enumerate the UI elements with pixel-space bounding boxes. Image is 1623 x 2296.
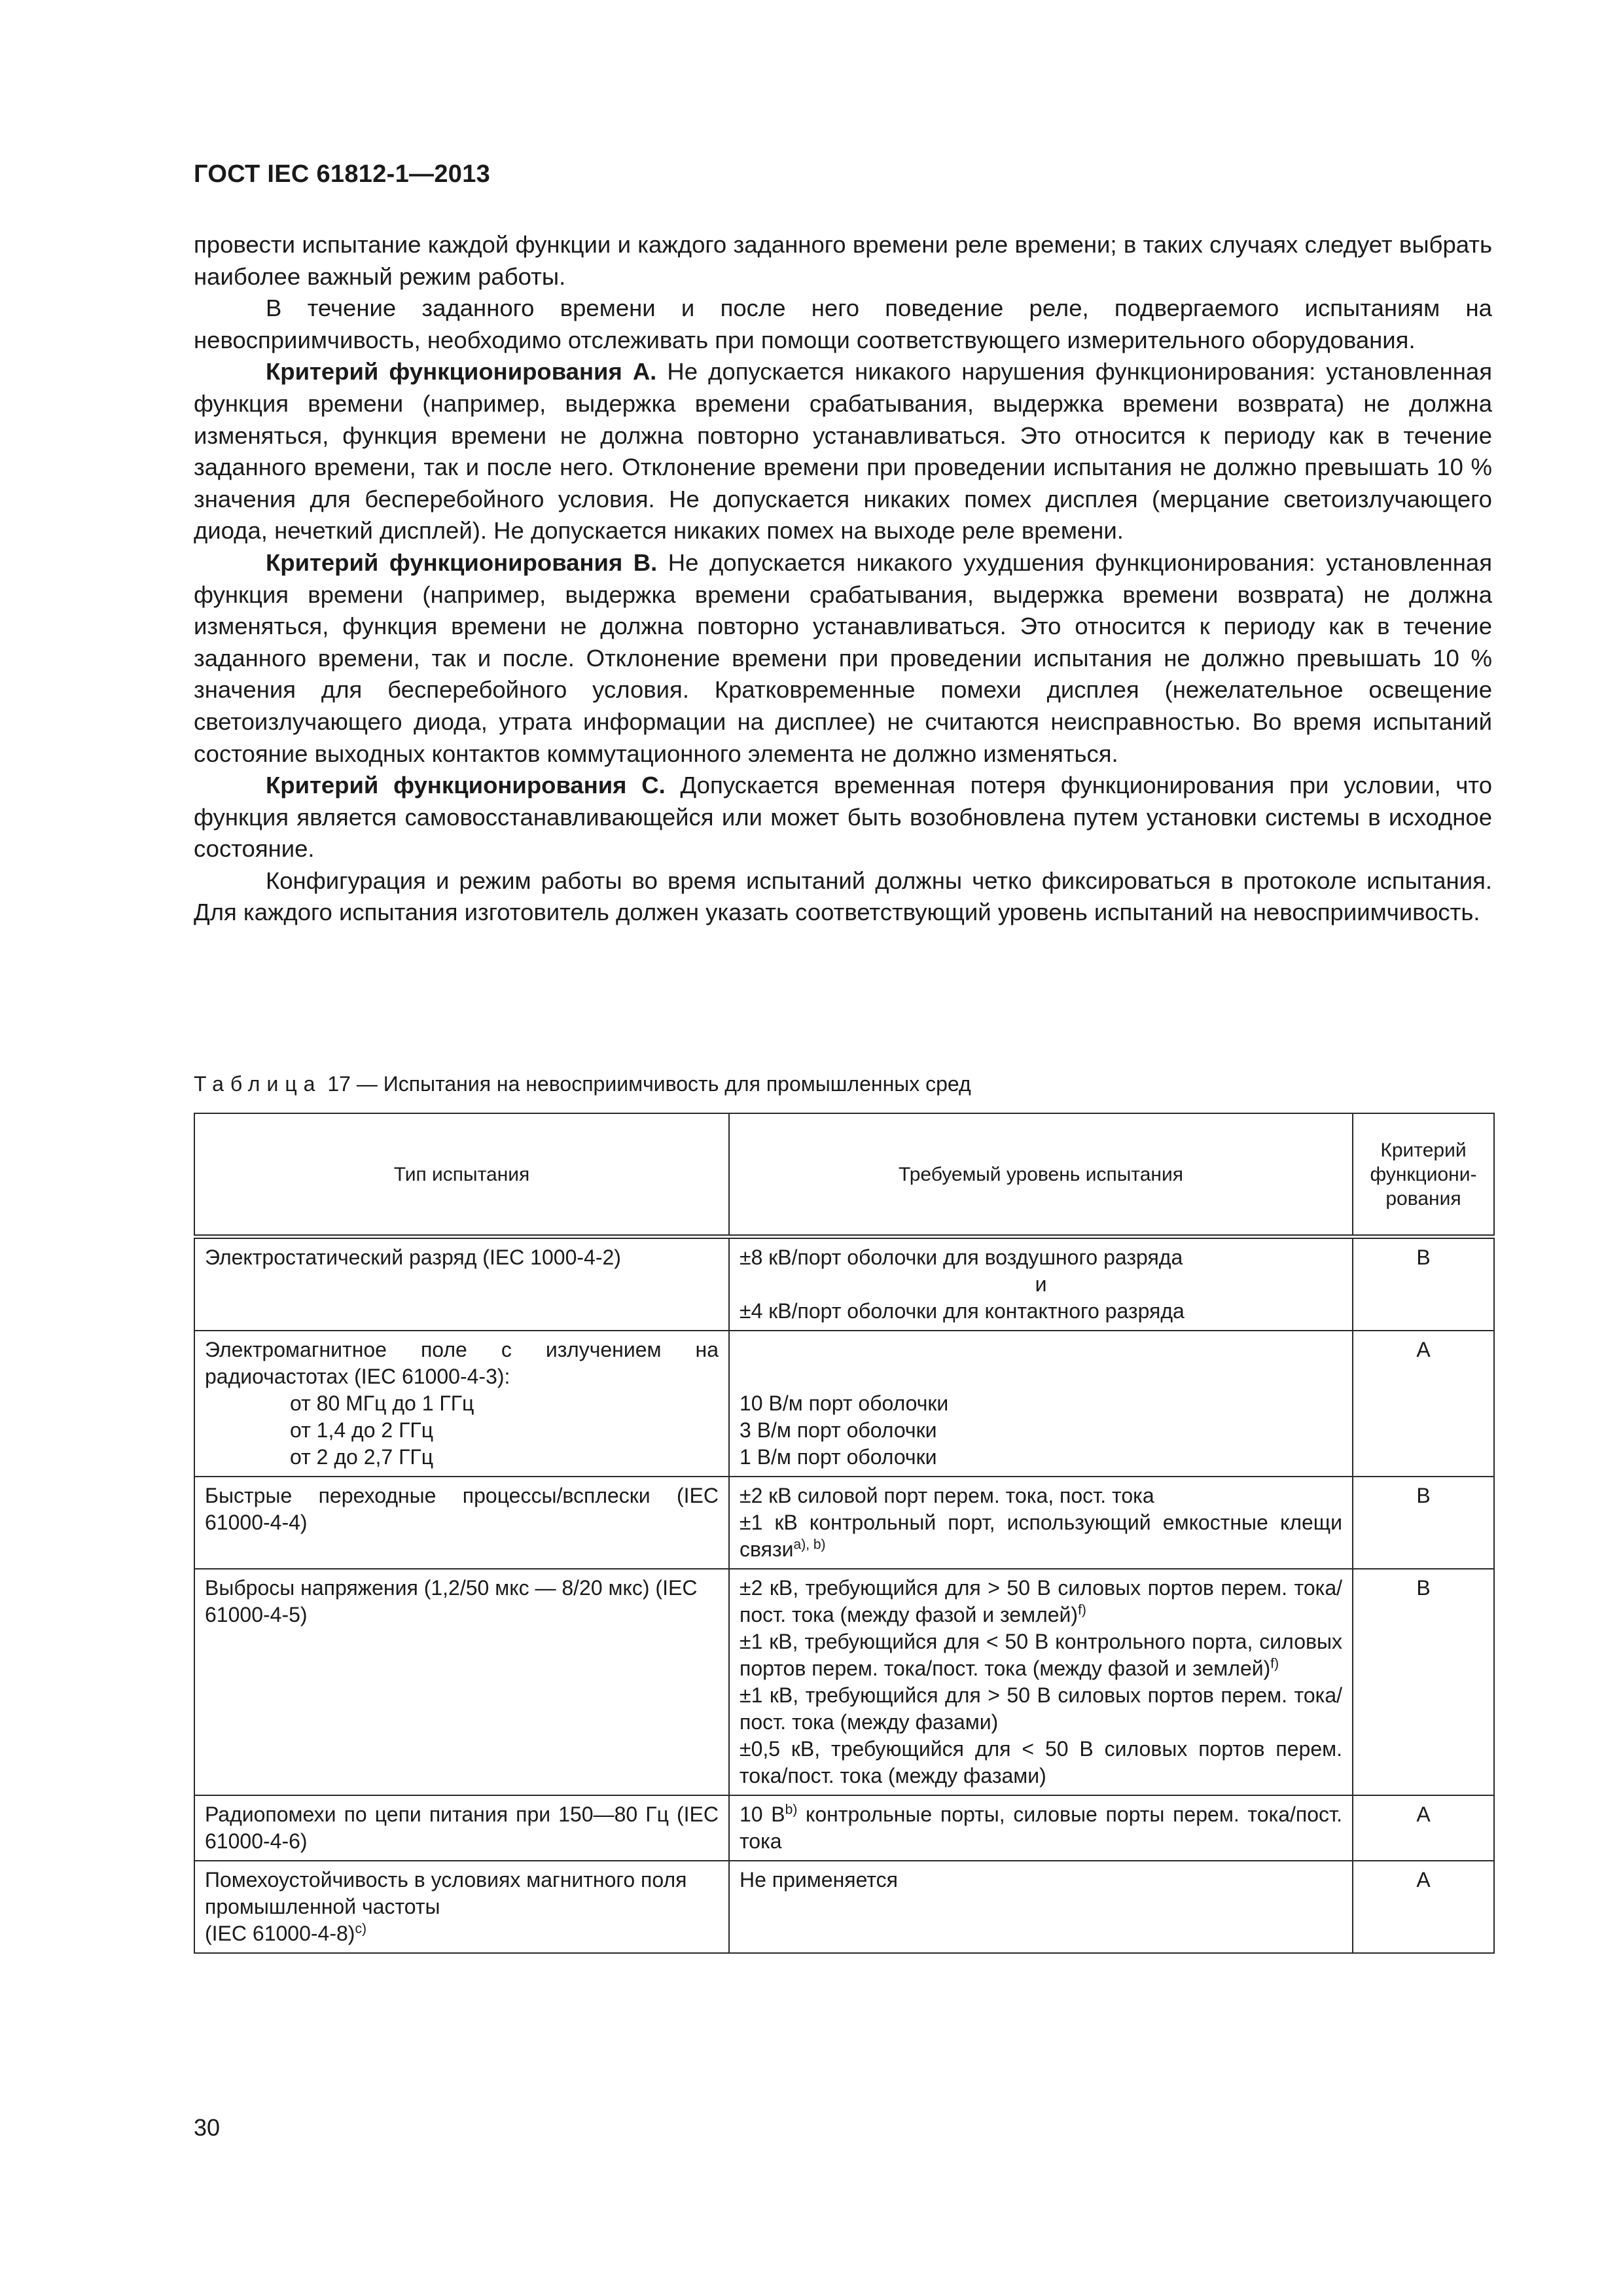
page-number: 30 [194,2114,221,2141]
cell-level: ±8 кВ/порт оболочки для воздушного разряда и ±4 кВ/порт оболочки для контактного разряда [729,1237,1353,1331]
paragraph-monitoring: В течение заданного времени и после него поведение реле, подвергаемого испытаниям на невосприимчивость, необходимо отслеживать при помощи соответствующего измерительного оборудования. [194,295,1492,353]
cell-level: ±2 кВ силовой порт перем. тока, пост. тока ±1 кВ контрольный порт, использующий емкостные клещи связи$^{a), b)}$ [729,1477,1353,1569]
cell-level: ±2 кВ, требующийся для > 50 В силовых портов перем. тока/пост. тока (между фазой и землей)$^{f)}$ ±1 кВ, требующийся для < 50 В контрольного порта, силовых портов перем. тока/пост. тока (между фазой и землей)$^{f)}$ ±1 кВ, требующийся для > 50 В силовых портов перем. тока/пост. тока (между фазами) ±0,5 кВ, требующийся для < 50 В силовых портов перем. тока/пост. тока (между фазами) [729,1569,1353,1795]
criterion-b-title: Критерий функционирования В. [266,548,658,576]
table-caption-title: 17 — Испытания на невосприимчивость для промышленных сред [327,1072,971,1096]
cell-criterion: А [1353,1331,1494,1477]
criterion-c-title: Критерий функционирования С. [266,772,666,799]
table-row [194,1569,1494,1795]
header-test-type: Тип испытания [194,1113,729,1237]
table-row [194,1861,1494,1953]
paragraph-continuation: провести испытание каждой функции и каждого заданного времени реле времени; в таких случаях следует выбрать наиболее важный режим работы. [194,231,1492,290]
cell-test-type: Радиопомехи по цепи питания при 150—80 Гц (IEC 61000-4-6) [194,1795,729,1861]
cell-criterion: А [1353,1861,1494,1953]
criterion-b-text: Не допускается никакого ухудшения функционирования: установленная функция времени (например, выдержка времени срабатывания, выдержка времени возврата) не должна изменяться, функция времени не должна повторно устанавливаться. Это относится к периоду как в течение заданного времени, так и после. Отклонение времени при проведении испытания не должно превышать 10 % значения для бесперебойного условия. Кратковременные помехи дисплея (нежелательное освещение светоизлучающего диода, утрата информации на дисплее) не считаются неисправностью. Во время испытаний состояние выходных контактов коммутационного элемента не должно изменяться. [194,548,1492,767]
header-required-level: Требуемый уровень испытания [729,1113,1353,1237]
cell-test-type: Быстрые переходные процессы/всплески (IEC 61000-4-4) [194,1477,729,1569]
criterion-c-text: Допускается временная потеря функционирования при условии, что функция является самовосстанавливающейся или может быть возобновлена путем установки системы в исходное состояние. [194,772,1493,863]
criterion-a-title: Критерий функционирования А. [266,358,657,386]
table-row [194,1331,1494,1477]
header-criterion: Критерий функциони-рования [1353,1113,1494,1237]
paragraph-criterion-c [194,770,1492,865]
table-header-row [194,1113,1494,1237]
body-text [194,229,1492,929]
cell-test-type: Электростатический разряд (IEC 1000-4-2) [194,1237,729,1331]
paragraph-configuration: Конфигурация и режим работы во время испытаний должны четко фиксироваться в протоколе испытания. Для каждого испытания изготовитель должен указать соответствующий уровень испытаний на невосприимчивость. [194,867,1492,926]
cell-criterion: А [1353,1795,1494,1861]
cell-criterion: В [1353,1237,1494,1331]
paragraph-criterion-b [194,547,1492,770]
cell-test-type: Выбросы напряжения (1,2/50 мкс — 8/20 мкс) (IEC 61000-4-5) [194,1569,729,1795]
immunity-tests-table [194,1113,1495,1954]
cell-level: Не применяется [729,1861,1353,1953]
table-row [194,1237,1494,1331]
cell-level: 10 В/м порт оболочки 3 В/м порт оболочки 1 В/м порт оболочки [729,1331,1353,1477]
table-row [194,1477,1494,1569]
cell-criterion: В [1353,1569,1494,1795]
cell-test-type: Помехоустойчивость в условиях магнитного поля промышленной частоты (IEC 61000-4-8)$^{c)}$ [194,1861,729,1953]
cell-test-type: Электромагнитное поле с излучением на радиочастотах (IEC 61000-4-3): от 80 МГц до 1 ГГц от 1,4 до 2 ГГц от 2 до 2,7 ГГц [194,1331,729,1477]
table-caption-word: Таблица [194,1072,322,1096]
cell-criterion: В [1353,1477,1494,1569]
cell-level: 10 $В^{b)}$ контрольные порты, силовые порты перем. тока/пост. тока [729,1795,1353,1861]
criterion-a-text: Не допускается никакого нарушения функционирования: установленная функция времени (например, выдержка времени срабатывания, выдержка времени возврата) не должна изменяться, функция времени не должна повторно устанавливаться. Это относится к периоду как в течение заданного времени, так и после него. Отклонение времени при проведении испытания не должно превышать 10 % значения для бесперебойного условия. Не допускается никаких помех дисплея (мерцание светоизлучающего диода, нечеткий дисплей). Не допускается никаких помех на выходе реле времени. [194,358,1492,545]
paragraph-criterion-a [194,356,1492,547]
document-code: ГОСТ IEC 61812-1—2013 [194,160,491,188]
table-caption [194,1072,971,1096]
table-row [194,1795,1494,1861]
